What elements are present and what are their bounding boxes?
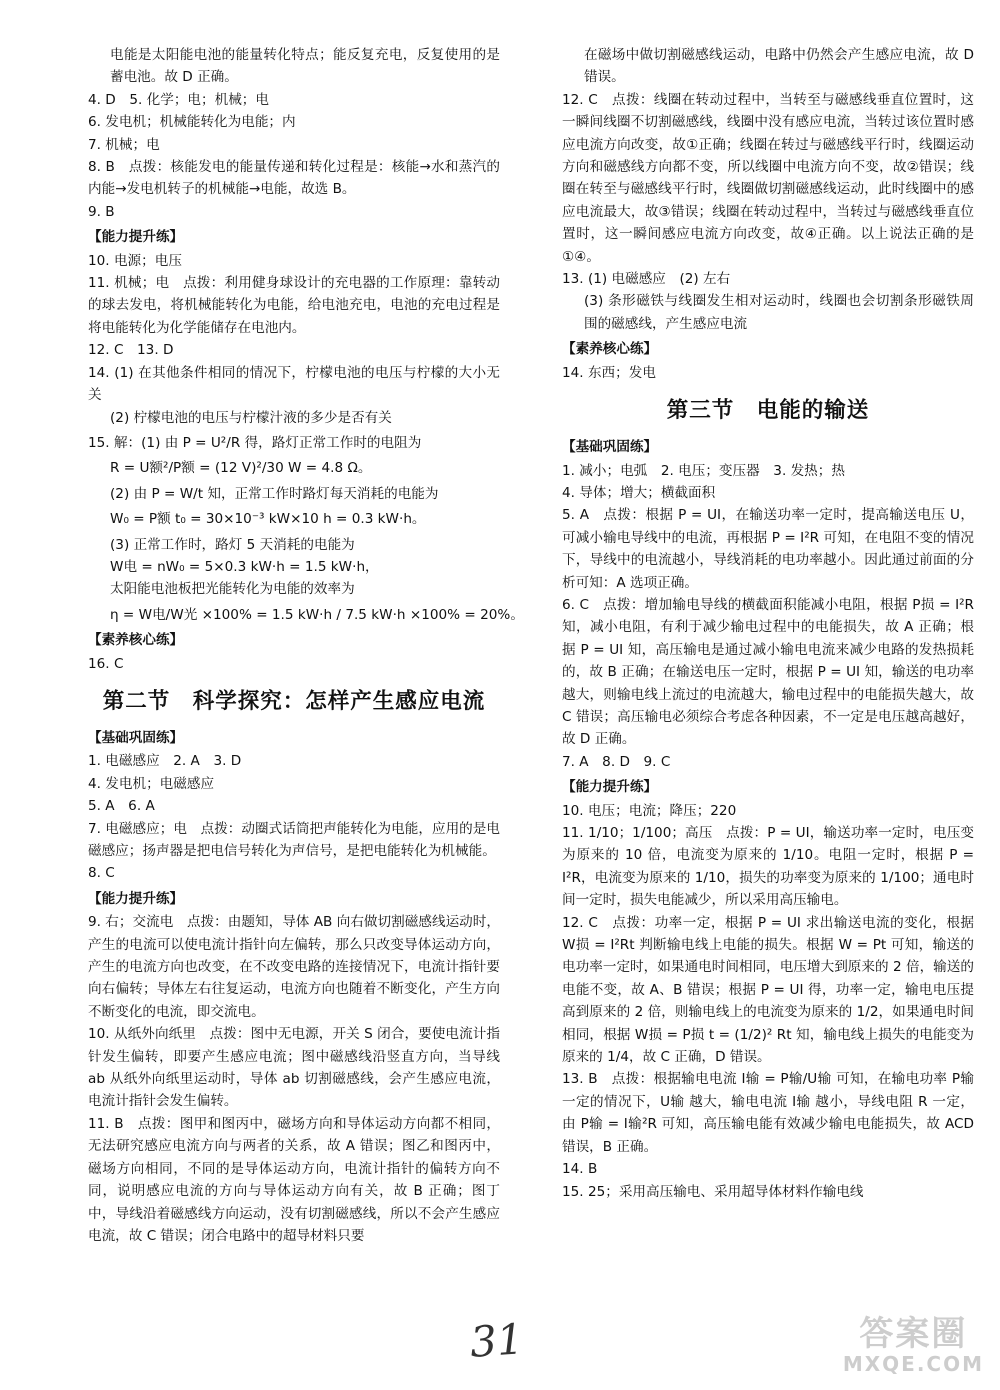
answer-text: (2) 柠檬电池的电压与柠檬汁液的多少是否有关 bbox=[110, 409, 392, 426]
answer-text: 电能是太阳能电池的能量转化特点；能反复充电，反复使用的是蓄电池。故 D 正确。 bbox=[110, 47, 500, 86]
watermark-text: 答案圈 bbox=[859, 1314, 968, 1354]
answer-text: 14. 东西；发电 bbox=[562, 364, 656, 381]
answer-text: 7. 电磁感应；电 点拨：动圈式话筒把声能转化为电能，应用的是电磁感应；扬声器是把电信号转化为声信号，是把电能转化为机械能。 bbox=[88, 820, 500, 859]
answer-text: 6. 发电机；机械能转化为电能；内 bbox=[88, 114, 296, 131]
section-tag: 【素养核心练】 bbox=[562, 341, 658, 358]
answer-text: 1. 减小；电弧 2. 电压；变压器 3. 发热；热 bbox=[562, 462, 845, 479]
answer-text: 5. A 6. A bbox=[88, 798, 155, 815]
answer-text: (3) 正常工作时，路灯 5 天消耗的电能为 bbox=[110, 536, 355, 553]
formula: η = W电/W光 ×100% = 1.5 kW·h / 7.5 kW·h ×100% = 20%。 bbox=[110, 606, 524, 623]
answer-text: 4. 发电机；电磁感应 bbox=[88, 775, 215, 792]
answer-text: 11. 1/10；1/100；高压 点拨：P = UI，输送功率一定时，电压变为原来的 10 倍，电流变为原来的 1/10。电阻一定时，根据 P = I²R，电流变为原来的 1/10，损失的功率变为原来的 1/100；通电时间一定时，损失电能减少，所以采用高压输电。 bbox=[562, 825, 974, 909]
answer-text: 13. (1) 电磁感应 (2) 左右 bbox=[562, 271, 731, 288]
answer-text: 6. C 点拨：增加输电导线的横截面积能减小电阻，根据 P损 = I²R 知，减小电阻，有利于减少输电过程中的电能损失，故 A 正确；根据 P = UI 知，高压输电是通过减小输电电流来减少电路的发热损耗的，故 B 正确；在输送电压一定时，根据 P = UI 知，输送的电功率越大，则输电线上流过的电流越大，输电过程中的电能损失越大，故 C 错误；高压输电必须综合考虑各种因素，不一定是电压越高越好，故 D 正确。 bbox=[562, 596, 974, 748]
answer-text: 9. B bbox=[88, 203, 115, 220]
answer-text: 13. B 点拨：根据输电电流 I输 = P输/U输 可知，在输电功率 P输 一定的情况下，U输 越大，输电电流 I输 越小，导线电阻 R 一定，由 P输 = I输²R 可知，高压输电能有效减少输电电能损失，故 ACD 错误，B 正确。 bbox=[562, 1071, 974, 1155]
answer-text: 7. 机械；电 bbox=[88, 136, 160, 153]
answer-text: 8. C bbox=[88, 865, 115, 882]
answer-text: (2) 由 P = W/t 知，正常工作时路灯每天消耗的电能为 bbox=[110, 485, 439, 502]
answer-text: 12. C 13. D bbox=[88, 342, 174, 359]
page-number: 31 bbox=[468, 1314, 526, 1367]
answer-text: 12. C 点拨：线圈在转动过程中，当转至与磁感线垂直位置时，这一瞬间线圈不切割磁感线，线圈中没有感应电流，当转过该位置时感应电流方向改变，故①正确；线圈在转过与磁感线平行时，线圈运动方向和磁感线方向都不变，所以线圈中电流方向不变，故②错误；线圈在转至与磁感线平行时，线圈做切割磁感线运动，此时线圈中的感应电流最大，故③错误；线圈在转动过程中，当转过与磁感线垂直位置时，这一瞬间感应电流方向改变，故④正确。以上说法正确的是①④。 bbox=[562, 91, 974, 265]
answer-text: 16. C bbox=[88, 655, 124, 672]
left-column bbox=[88, 44, 524, 1247]
formula: R = U额²/P额 = (12 V)²/30 W = 4.8 Ω。 bbox=[110, 460, 372, 477]
answer-text: 12. C 点拨：功率一定，根据 P = UI 求出输送电流的变化，根据 W损 = I²Rt 判断输电线上电能的损失。根据 W = Pt 可知，输送的电功率一定时，如果通电时间相同，电压增大到原来的 2 倍，输送的电能不变，故 A、B 错误；根据 P = UI 得，功率一定，输电电压提高到原来的 2 倍，则输电线上的电流变为原来的 1/2，如果通电时间相同，根据 W损 = P损 t = (1/2)² Rt 知，输电线上损失的电能变为原来的 1/4，故 C 正确，D 错误。 bbox=[562, 914, 974, 1066]
right-column bbox=[562, 44, 974, 1203]
answer-text: 14. B bbox=[562, 1161, 598, 1178]
answer-text: 7. A 8. D 9. C bbox=[562, 753, 671, 770]
answer-text: 14. (1) 在其他条件相同的情况下，柠檬电池的电压与柠檬的大小无关 bbox=[88, 364, 500, 404]
answer-text: 11. B 点拨：图甲和图丙中，磁场方向和导体运动方向都不相同，无法研究感应电流方向与两者的关系，故 A 错误；图乙和图丙中，磁场方向相同，不同的是导体运动方向，电流计指针的偏转方向不同，说明感应电流的方向与导体运动方向有关，故 B 正确；图丁中，导线沿着磁感线方向运动，没有切割磁感线，所以不会产生感应电流，故 C 错误；闭合电路中的超导材料只要 bbox=[88, 1115, 500, 1244]
section-title: 第二节 科学探究：怎样产生感应电流 bbox=[102, 688, 486, 714]
answer-text: 10. 从纸外向纸里 点拨：图中无电源，开关 S 闭合，要使电流计指针发生偏转，即要产生感应电流；图中磁感线沿竖直方向，当导线 ab 从纸外向纸里运动时，导体 ab 切割磁感线，会产生感应电流，电流计指针会发生偏转。 bbox=[88, 1026, 500, 1110]
answer-text: 4. D 5. 化学；电；机械；电 bbox=[88, 91, 269, 108]
section-title: 第三节 电能的输送 bbox=[666, 398, 870, 424]
formula: W₀ = P额 t₀ = 30×10⁻³ kW×10 h = 0.3 kW·h。 bbox=[110, 511, 426, 528]
answer-text: 15. 解：(1) 由 P = U²/R 得，路灯正常工作时的电阻为 bbox=[88, 434, 422, 451]
answer-text: (3) 条形磁铁与线圈发生相对运动时，线圈也会切割条形磁铁周围的磁感线，产生感应电流 bbox=[584, 293, 974, 332]
answer-text: 太阳能电池板把光能转化为电能的效率为 bbox=[110, 581, 355, 598]
answer-text: 4. 导体；增大；横截面积 bbox=[562, 484, 716, 501]
answer-text: 11. 机械；电 点拨：利用健身球设计的充电器的工作原理：靠转动的球去发电，将机械能转化为电能，给电池充电，电池的充电过程是将电能转化为化学能储存在电池内。 bbox=[88, 275, 500, 336]
section-tag: 【素养核心练】 bbox=[88, 632, 184, 649]
watermark-url: MXQE.COM bbox=[842, 1352, 984, 1376]
watermark-logo bbox=[843, 1316, 984, 1376]
answer-text: 10. 电压；电流；降压；220 bbox=[562, 802, 737, 819]
section-tag: 【基础巩固练】 bbox=[88, 729, 184, 746]
section-tag: 【能力提升练】 bbox=[88, 890, 184, 907]
section-tag: 【能力提升练】 bbox=[562, 779, 658, 796]
answer-text: 1. 电磁感应 2. A 3. D bbox=[88, 753, 242, 770]
answer-text: 在磁场中做切割磁感线运动，电路中仍然会产生感应电流，故 D 错误。 bbox=[584, 47, 974, 86]
section-tag: 【基础巩固练】 bbox=[562, 439, 658, 456]
formula: W电 = nW₀ = 5×0.3 kW·h = 1.5 kW·h， bbox=[110, 558, 379, 575]
section-tag: 【能力提升练】 bbox=[88, 229, 184, 246]
answer-text: 10. 电源；电压 bbox=[88, 252, 182, 269]
answer-text: 8. B 点拨：核能发电的能量传递和转化过程是：核能→水和蒸汽的内能→发电机转子的机械能→电能，故选 B。 bbox=[88, 159, 500, 198]
answer-text: 15. 25；采用高压输电、采用超导体材料作输电线 bbox=[562, 1183, 864, 1200]
answer-text: 9. 右；交流电 点拨：由题知，导体 AB 向右做切割磁感线运动时，产生的电流可以使电流计指针向左偏转，那么只改变导体运动方向，产生的电流方向也改变，在不改变电路的连接情况下，电流计指针要向右偏转；导体左右往复运动，电流方向也随着不断变化，产生方向不断变化的电流，即交流电。 bbox=[88, 914, 500, 1020]
answer-text: 5. A 点拨：根据 P = UI，在输送功率一定时，提高输送电压 U，可减小输电导线中的电流，再根据 P = I²R 可知，在电阻不变的情况下，导线中的电流越小，导线消耗的电功率越小。因此通过前面的分析可知：A 选项正确。 bbox=[562, 507, 974, 591]
